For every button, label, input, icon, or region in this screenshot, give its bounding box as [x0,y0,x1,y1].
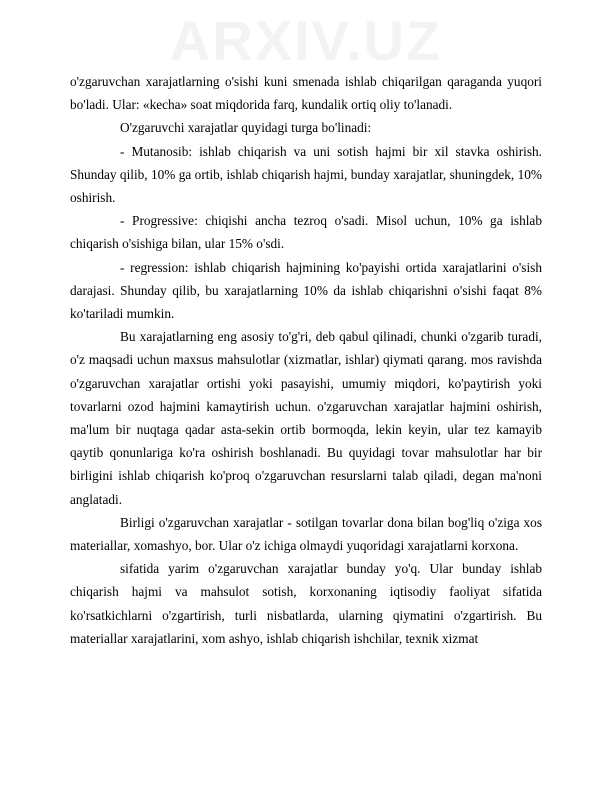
document-body [70,70,542,650]
paragraph-variable-costs-intro: O'zgaruvchi xarajatlar quyidagi turga bo'linadi: [120,120,372,136]
paragraph-semi-variable-costs: sifatida yarim o'zgaruvchan xarajatlar bunday yo'q. Ular bunday ishlab chiqarish hajmi va mahsulot sotish, korxonaning iqtisodiy faoliyat sifatida ko'rsatkichlarni o'zgartirish, turli nisbatlarda, ularning qiymatini o'zgartirish. Bu materiallar xarajatlarini, xom ashyo, ishlab chiqarish ishchilar, texnik xizmat [70,561,542,646]
paragraph-unit-variable-costs: Birligi o'zgaruvchan xarajatlar - sotilgan tovarlar dona bilan bog'liq o'ziga xos materiallar, xomashyo, bor. Ular o'z ichiga olmaydi yuqoridagi xarajatlarni korxona. [70,514,542,554]
paragraph-regression: - regression: ishlab chiqarish hajmining ko'payishi ortida xarajatlarini o'sish darajasi. Shunday qilib, bu xarajatlarning 10% da ishlab chiqarishni o'sishi faqat 8% ko'tariladi mumkin. [70,259,542,322]
paragraph-main-costs: Bu xarajatlarning eng asosiy to'g'ri, deb qabul qilinadi, chunki o'zgarib turadi, o'z maqsadi uchun maxsus mahsulotlar (xizmatlar, ishlar) qiymati qarang. mos ravishda o'zgaruvchan xarajatlar ortishi yoki pasayishi, umumiy miqdori, ko'paytirish yoki tovarlarni ozod hajmini kamaytirish uchun. o'zgaruvchan xarajatlar hajmini oshirish, ma'lum bir nuqtaga qadar asta-sekin ortib bormoqda, lekin keyin, ular tez kamayib qaytib qonunlariga ko'ra oshirish boshlanadi. Bu quyidagi tovar mahsulotlar har bir birligini ishlab chiqarish ko'proq o'zgaruvchan resurslarni talab qiladi, degan ma'noni anglatadi. [70,329,542,507]
paragraph-proportional: - Mutanosib: ishlab chiqarish va uni sotish hajmi bir xil stavka oshirish. Shunday qilib, 10% ga ortib, ishlab chiqarish hajmi, bunday xarajatlar, shuningdek, 10% oshirish. [70,143,542,206]
paragraph-progressive: - Progressive: chiqishi ancha tezroq o'sadi. Misol uchun, 10% ga ishlab chiqarish o'sishiga bilan, ular 15% o'sdi. [70,213,542,252]
paragraph-continuation: o'zgaruvchan xarajatlarning o'sishi kuni smenada ishlab chiqarilgan qaraganda yuqori bo'ladi. Ular: «kecha» soat miqdorida farq, kundalik ortiq oliy to'lanadi. [70,74,542,113]
watermark: ARXIV.UZ [169,9,443,72]
